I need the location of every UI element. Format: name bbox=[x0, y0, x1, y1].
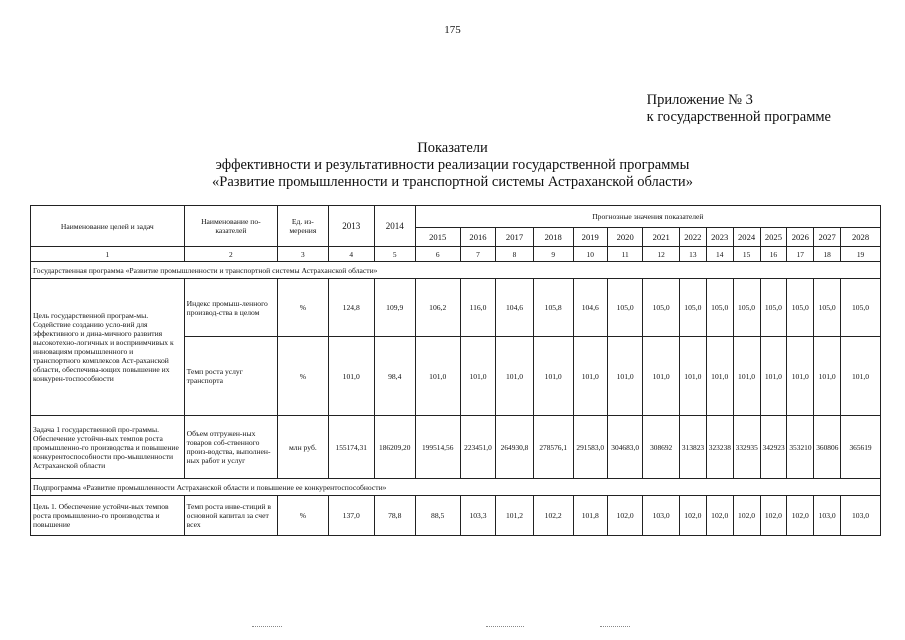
appendix-line-2: к государственной программе bbox=[646, 109, 831, 125]
page-number: 175 bbox=[444, 24, 461, 36]
value-cell: 102,0 bbox=[787, 496, 814, 536]
header-year-2024: 2024 bbox=[733, 228, 760, 247]
indicators-table bbox=[30, 205, 881, 536]
column-number: 8 bbox=[496, 247, 534, 262]
indicator-cell: Темп роста услуг транспорта bbox=[184, 337, 277, 416]
value-cell: 101,0 bbox=[787, 337, 814, 416]
value-cell: 105,0 bbox=[643, 279, 680, 337]
value-cell: 313823 bbox=[679, 416, 706, 479]
appendix-line-1: Приложение № 3 bbox=[646, 92, 753, 108]
value-cell: 155174,31 bbox=[328, 416, 374, 479]
value-cell: 98,4 bbox=[374, 337, 415, 416]
header-indicator: Наименование по-казателей bbox=[184, 206, 277, 247]
value-cell: 104,6 bbox=[496, 279, 534, 337]
value-cell: 102,0 bbox=[607, 496, 642, 536]
column-number: 9 bbox=[533, 247, 573, 262]
column-number: 12 bbox=[643, 247, 680, 262]
indicator-cell: Объем отгружен-ных товаров соб-ственного произ-водства, выполнен-ных работ и услуг bbox=[184, 416, 277, 479]
value-cell: 101,0 bbox=[679, 337, 706, 416]
value-cell: 291583,0 bbox=[573, 416, 607, 479]
value-cell: 101,0 bbox=[643, 337, 680, 416]
unit-cell: млн руб. bbox=[278, 416, 329, 479]
value-cell: 342923 bbox=[760, 416, 787, 479]
column-number: 17 bbox=[787, 247, 814, 262]
value-cell: 105,0 bbox=[607, 279, 642, 337]
column-number: 7 bbox=[460, 247, 495, 262]
header-year-2021: 2021 bbox=[643, 228, 680, 247]
value-cell: 78,8 bbox=[374, 496, 415, 536]
value-cell: 103,0 bbox=[841, 496, 881, 536]
value-cell: 101,0 bbox=[328, 337, 374, 416]
scan-mark bbox=[252, 626, 282, 628]
scan-mark bbox=[600, 626, 630, 628]
header-year-2023: 2023 bbox=[706, 228, 733, 247]
section-subprogram: Подпрограмма «Развитие промышленности Астраханской области и повышение ее конкурентоспособности» bbox=[31, 479, 881, 496]
value-cell: 101,0 bbox=[415, 337, 460, 416]
header-row-1 bbox=[31, 206, 881, 228]
column-number: 11 bbox=[607, 247, 642, 262]
unit-cell: % bbox=[278, 337, 329, 416]
column-number: 3 bbox=[278, 247, 329, 262]
value-cell: 101,0 bbox=[607, 337, 642, 416]
section-program: Государственная программа «Развитие промышленности и транспортной системы Астраханской области» bbox=[31, 262, 881, 279]
value-cell: 105,0 bbox=[706, 279, 733, 337]
table-row bbox=[31, 496, 881, 536]
value-cell: 102,0 bbox=[760, 496, 787, 536]
table-row bbox=[31, 279, 881, 337]
column-number: 6 bbox=[415, 247, 460, 262]
value-cell: 102,0 bbox=[679, 496, 706, 536]
value-cell: 105,0 bbox=[679, 279, 706, 337]
header-2014: 2014 bbox=[374, 206, 415, 247]
value-cell: 105,0 bbox=[814, 279, 841, 337]
value-cell: 124,8 bbox=[328, 279, 374, 337]
value-cell: 101,2 bbox=[496, 496, 534, 536]
table-row bbox=[31, 416, 881, 479]
value-cell: 102,0 bbox=[706, 496, 733, 536]
header-year-2025: 2025 bbox=[760, 228, 787, 247]
value-cell: 105,0 bbox=[760, 279, 787, 337]
value-cell: 88,5 bbox=[415, 496, 460, 536]
header-year-2019: 2019 bbox=[573, 228, 607, 247]
value-cell: 360806 bbox=[814, 416, 841, 479]
document-title bbox=[0, 140, 905, 191]
goal-cell: Цель государственной програм-мы. Содействие созданию усло-вий для эффективного и дина-мичного развития высокотехно-логичных и восприимчивых к инновациям промышленного и транспортного комплексов Аст-раханской области, обеспечива-ющих повышение их конкурен-тоспособности bbox=[31, 279, 185, 416]
header-year-2015: 2015 bbox=[415, 228, 460, 247]
value-cell: 223451,0 bbox=[460, 416, 495, 479]
indicator-cell: Темп роста инве-стиций в основной капитал за счет всех bbox=[184, 496, 277, 536]
section-row-program bbox=[31, 262, 881, 279]
value-cell: 101,0 bbox=[496, 337, 534, 416]
bottom-scan-marks bbox=[0, 626, 905, 630]
value-cell: 106,2 bbox=[415, 279, 460, 337]
value-cell: 105,0 bbox=[841, 279, 881, 337]
header-unit: Ед. из-мерения bbox=[278, 206, 329, 247]
value-cell: 323238 bbox=[706, 416, 733, 479]
header-year-2028: 2028 bbox=[841, 228, 881, 247]
value-cell: 101,0 bbox=[533, 337, 573, 416]
header-year-2018: 2018 bbox=[533, 228, 573, 247]
value-cell: 101,0 bbox=[733, 337, 760, 416]
value-cell: 304683,0 bbox=[607, 416, 642, 479]
header-goals: Наименование целей и задач bbox=[31, 206, 185, 247]
value-cell: 332935 bbox=[733, 416, 760, 479]
task-cell: Задача 1 государственной про-граммы. Обеспечение устойчи-вых темпов роста промышленно-го производства и повышение конкурентоспособности про-мышленности Астраханской области bbox=[31, 416, 185, 479]
value-cell: 105,0 bbox=[787, 279, 814, 337]
scan-mark bbox=[486, 626, 524, 628]
value-cell: 101,8 bbox=[573, 496, 607, 536]
header-year-2020: 2020 bbox=[607, 228, 642, 247]
column-number: 2 bbox=[184, 247, 277, 262]
title-line-3: «Развитие промышленности и транспортной системы Астраханской области» bbox=[212, 174, 693, 190]
value-cell: 109,9 bbox=[374, 279, 415, 337]
value-cell: 104,6 bbox=[573, 279, 607, 337]
value-cell: 101,0 bbox=[460, 337, 495, 416]
value-cell: 264930,8 bbox=[496, 416, 534, 479]
header-year-2022: 2022 bbox=[679, 228, 706, 247]
value-cell: 101,0 bbox=[814, 337, 841, 416]
value-cell: 101,0 bbox=[760, 337, 787, 416]
appendix-note bbox=[647, 92, 831, 126]
column-number: 16 bbox=[760, 247, 787, 262]
header-2013: 2013 bbox=[328, 206, 374, 247]
value-cell: 102,0 bbox=[733, 496, 760, 536]
value-cell: 353210 bbox=[787, 416, 814, 479]
header-year-2017: 2017 bbox=[496, 228, 534, 247]
column-number: 4 bbox=[328, 247, 374, 262]
value-cell: 101,0 bbox=[841, 337, 881, 416]
unit-cell: % bbox=[278, 496, 329, 536]
value-cell: 199514,56 bbox=[415, 416, 460, 479]
value-cell: 137,0 bbox=[328, 496, 374, 536]
value-cell: 103,3 bbox=[460, 496, 495, 536]
value-cell: 278576,1 bbox=[533, 416, 573, 479]
column-number: 10 bbox=[573, 247, 607, 262]
header-year-2027: 2027 bbox=[814, 228, 841, 247]
title-line-2: эффективности и результативности реализации государственной программы bbox=[215, 157, 690, 173]
value-cell: 102,2 bbox=[533, 496, 573, 536]
column-number: 13 bbox=[679, 247, 706, 262]
value-cell: 101,0 bbox=[573, 337, 607, 416]
column-number: 14 bbox=[706, 247, 733, 262]
column-number: 15 bbox=[733, 247, 760, 262]
value-cell: 186209,20 bbox=[374, 416, 415, 479]
column-number: 1 bbox=[31, 247, 185, 262]
column-number: 5 bbox=[374, 247, 415, 262]
value-cell: 101,0 bbox=[706, 337, 733, 416]
unit-cell: % bbox=[278, 279, 329, 337]
value-cell: 105,8 bbox=[533, 279, 573, 337]
title-line-1: Показатели bbox=[417, 140, 488, 156]
value-cell: 116,0 bbox=[460, 279, 495, 337]
header-year-2026: 2026 bbox=[787, 228, 814, 247]
value-cell: 365619 bbox=[841, 416, 881, 479]
column-number: 18 bbox=[814, 247, 841, 262]
section-row-subprogram bbox=[31, 479, 881, 496]
value-cell: 103,0 bbox=[814, 496, 841, 536]
goal-cell: Цель 1. Обеспечение устойчи-вых темпов роста промышленно-го производства и повышение bbox=[31, 496, 185, 536]
column-numbers-row bbox=[31, 247, 881, 262]
column-number: 19 bbox=[841, 247, 881, 262]
indicator-cell: Индекс промыш-ленного производ-ства в целом bbox=[184, 279, 277, 337]
value-cell: 308692 bbox=[643, 416, 680, 479]
value-cell: 105,0 bbox=[733, 279, 760, 337]
header-forecast: Прогнозные значения показателей bbox=[415, 206, 880, 228]
header-year-2016: 2016 bbox=[460, 228, 495, 247]
value-cell: 103,0 bbox=[643, 496, 680, 536]
